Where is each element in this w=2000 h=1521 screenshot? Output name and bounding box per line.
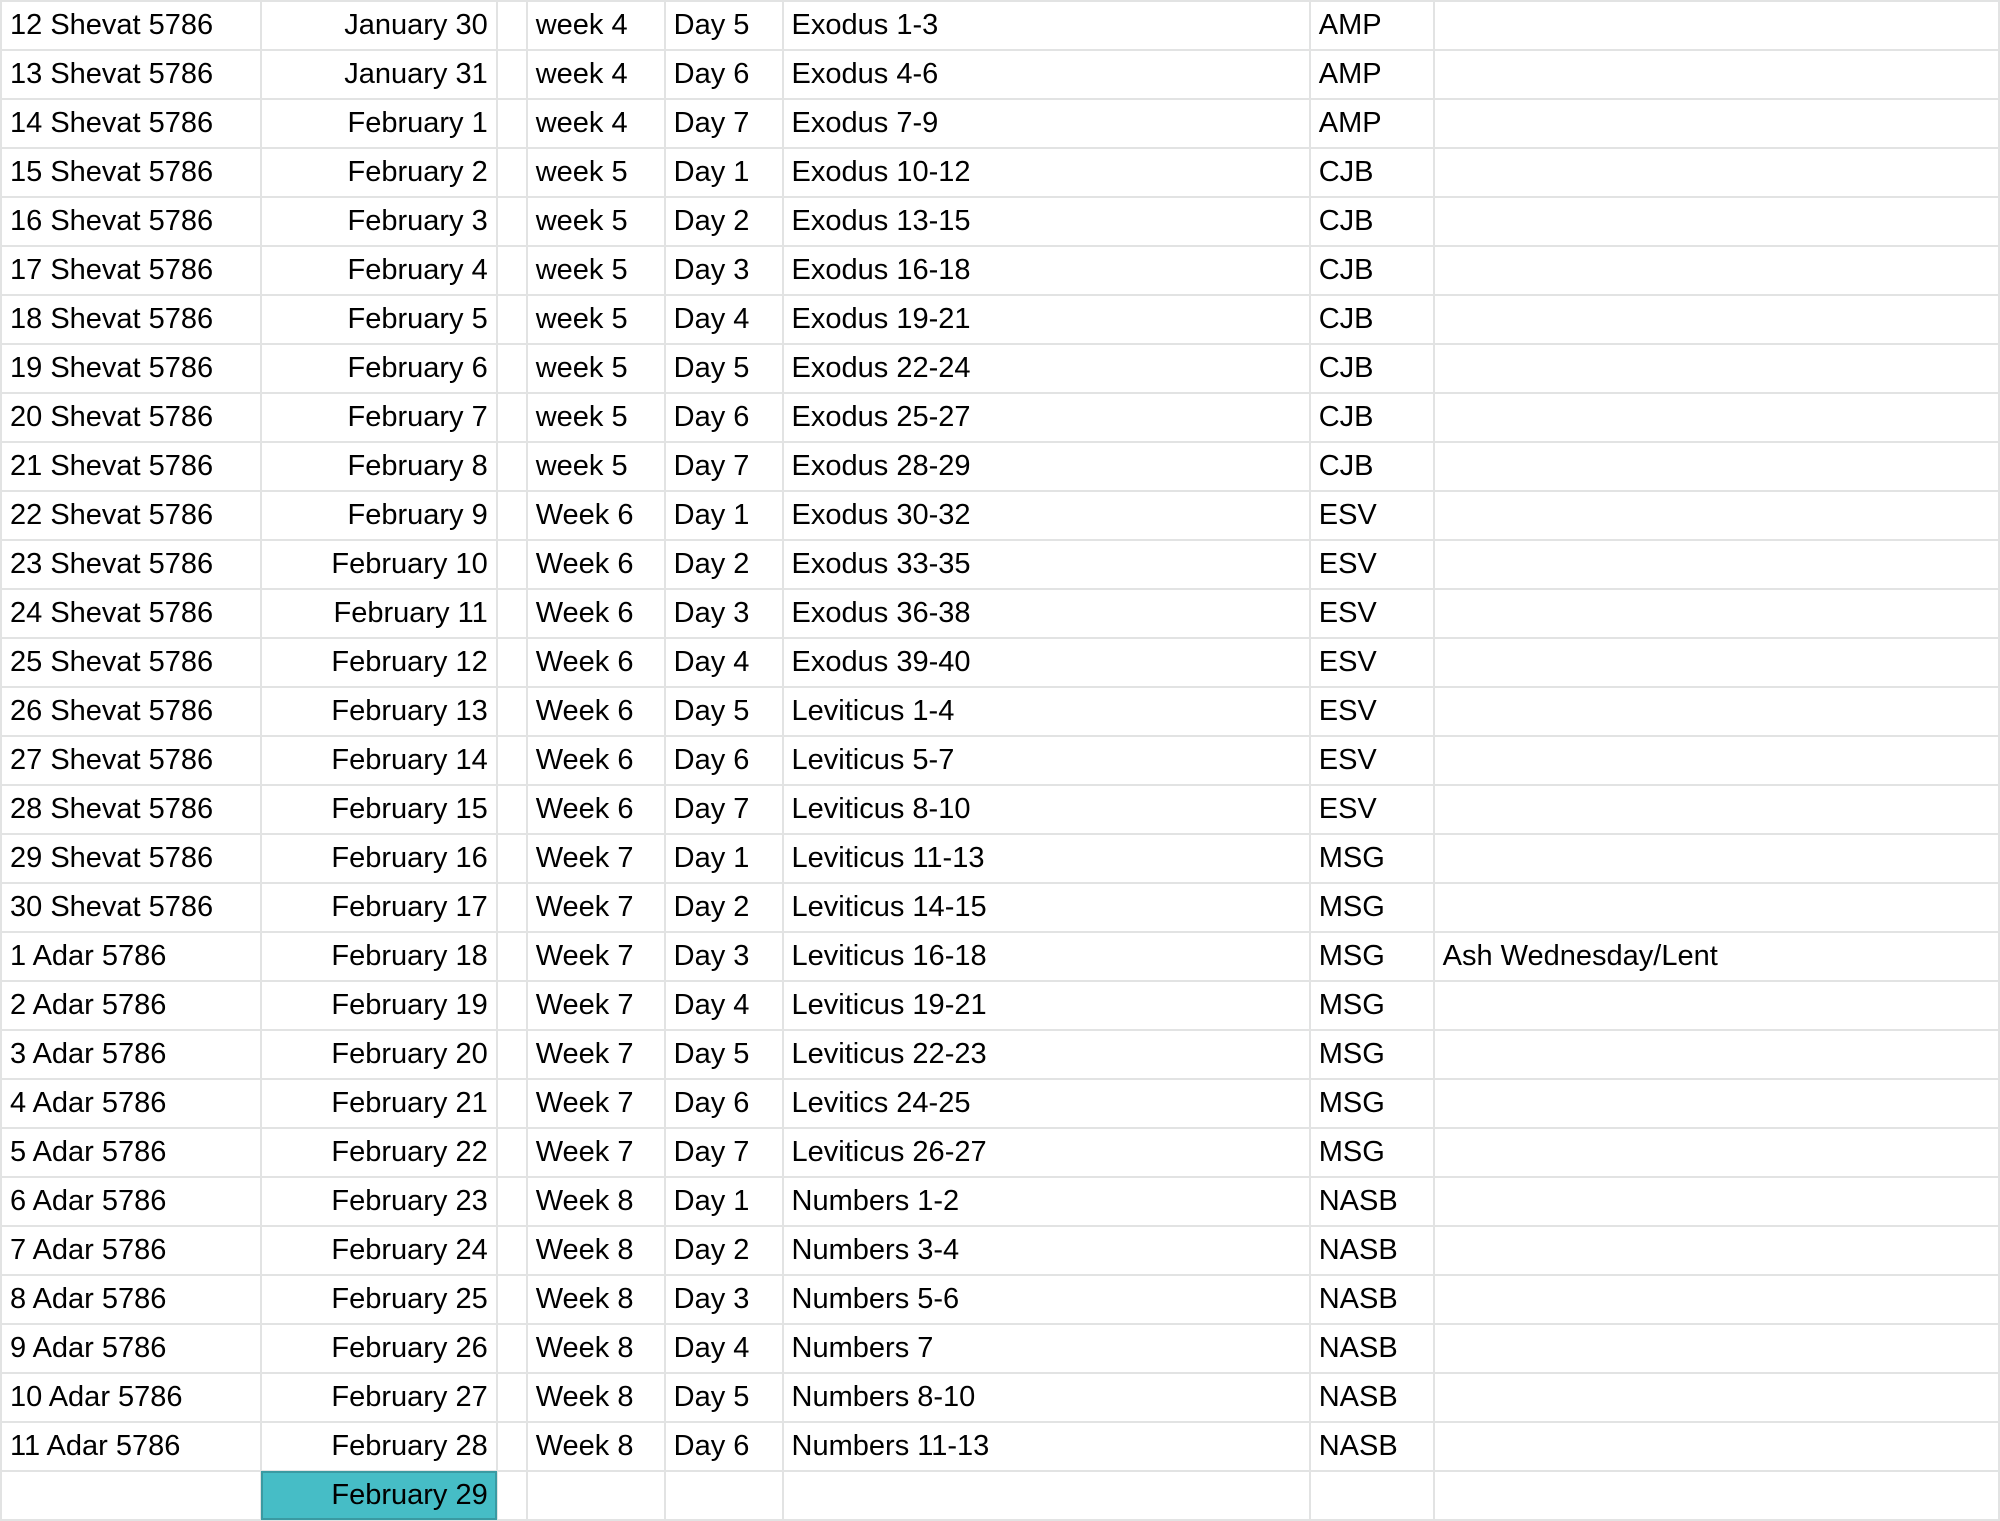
day-cell[interactable]: Day 4 [665,981,783,1030]
note-cell[interactable] [1434,1422,1999,1471]
table-row [1,491,1999,540]
reading-cell[interactable]: Exodus 19-21 [783,295,1310,344]
gregorian-date-cell[interactable]: February 11 [261,589,497,638]
spacer-cell[interactable] [497,687,527,736]
table-row [1,148,1999,197]
hebrew-date-cell[interactable]: 7 Adar 5786 [1,1226,261,1275]
week-cell[interactable]: Week 6 [527,589,665,638]
reading-cell[interactable]: Exodus 28-29 [783,442,1310,491]
week-cell[interactable]: week 5 [527,344,665,393]
note-cell[interactable] [1434,1079,1999,1128]
table-row [1,344,1999,393]
table-row [1,540,1999,589]
spacer-cell[interactable] [497,1128,527,1177]
note-cell[interactable] [1434,638,1999,687]
day-cell[interactable]: Day 6 [665,1422,783,1471]
gregorian-date-cell[interactable]: February 15 [261,785,497,834]
table-row [1,883,1999,932]
gregorian-date-cell[interactable]: February 5 [261,295,497,344]
table-row [1,442,1999,491]
week-cell[interactable]: week 4 [527,50,665,99]
hebrew-date-cell[interactable]: 26 Shevat 5786 [1,687,261,736]
hebrew-date-cell[interactable]: 6 Adar 5786 [1,1177,261,1226]
gregorian-date-cell[interactable]: February 12 [261,638,497,687]
day-cell[interactable]: Day 5 [665,1373,783,1422]
note-cell[interactable] [1434,1373,1999,1422]
day-cell[interactable]: Day 5 [665,1,783,50]
week-cell[interactable]: Week 7 [527,1079,665,1128]
note-cell[interactable] [1434,736,1999,785]
bible-version-cell[interactable]: CJB [1310,442,1434,491]
reading-cell[interactable]: Leviticus 16-18 [783,932,1310,981]
reading-cell[interactable]: Exodus 16-18 [783,246,1310,295]
gregorian-date-cell[interactable]: February 19 [261,981,497,1030]
gregorian-date-cell[interactable]: February 28 [261,1422,497,1471]
gregorian-date-cell[interactable]: January 30 [261,1,497,50]
gregorian-date-cell[interactable]: February 25 [261,1275,497,1324]
spacer-cell[interactable] [497,638,527,687]
day-cell[interactable]: Day 6 [665,50,783,99]
reading-cell[interactable]: Numbers 5-6 [783,1275,1310,1324]
week-cell[interactable]: Week 7 [527,1128,665,1177]
hebrew-date-cell[interactable]: 9 Adar 5786 [1,1324,261,1373]
reading-cell[interactable] [783,1471,1310,1520]
bible-version-cell[interactable]: MSG [1310,1128,1434,1177]
bible-version-cell[interactable]: MSG [1310,834,1434,883]
hebrew-date-cell[interactable]: 24 Shevat 5786 [1,589,261,638]
reading-cell[interactable]: Leviticus 14-15 [783,883,1310,932]
spacer-cell[interactable] [497,99,527,148]
note-cell[interactable] [1434,687,1999,736]
note-cell[interactable] [1434,148,1999,197]
note-cell[interactable] [1434,785,1999,834]
note-cell[interactable] [1434,1128,1999,1177]
week-cell[interactable]: week 4 [527,1,665,50]
note-cell[interactable] [1434,295,1999,344]
week-cell[interactable]: Week 7 [527,883,665,932]
reading-cell[interactable]: Leviticus 11-13 [783,834,1310,883]
table-row [1,1128,1999,1177]
table-row [1,197,1999,246]
reading-cell[interactable]: Leviticus 26-27 [783,1128,1310,1177]
hebrew-date-cell[interactable]: 28 Shevat 5786 [1,785,261,834]
table-row [1,1324,1999,1373]
gregorian-date-cell[interactable]: February 7 [261,393,497,442]
table-row [1,1471,1999,1520]
week-cell[interactable]: Week 6 [527,687,665,736]
reading-cell[interactable]: Exodus 36-38 [783,589,1310,638]
hebrew-date-cell[interactable]: 19 Shevat 5786 [1,344,261,393]
day-cell[interactable]: Day 2 [665,197,783,246]
note-cell[interactable] [1434,981,1999,1030]
week-cell[interactable]: week 5 [527,442,665,491]
table-row [1,638,1999,687]
hebrew-date-cell[interactable]: 25 Shevat 5786 [1,638,261,687]
hebrew-date-cell[interactable]: 23 Shevat 5786 [1,540,261,589]
day-cell[interactable]: Day 2 [665,883,783,932]
reading-cell[interactable]: Numbers 11-13 [783,1422,1310,1471]
spacer-cell[interactable] [497,1177,527,1226]
table-row [1,1275,1999,1324]
week-cell[interactable]: Week 8 [527,1226,665,1275]
note-cell[interactable] [1434,1471,1999,1520]
note-cell[interactable] [1434,1177,1999,1226]
bible-version-cell[interactable]: ESV [1310,540,1434,589]
note-cell[interactable] [1434,883,1999,932]
week-cell[interactable]: week 5 [527,393,665,442]
spacer-cell[interactable] [497,1030,527,1079]
table-row [1,1079,1999,1128]
day-cell[interactable]: Day 3 [665,589,783,638]
day-cell[interactable]: Day 3 [665,932,783,981]
bible-version-cell[interactable]: ESV [1310,736,1434,785]
reading-cell[interactable]: Exodus 10-12 [783,148,1310,197]
spacer-cell[interactable] [497,197,527,246]
table-row [1,1226,1999,1275]
week-cell[interactable]: Week 8 [527,1177,665,1226]
spacer-cell[interactable] [497,148,527,197]
bible-version-cell[interactable]: ESV [1310,589,1434,638]
bible-version-cell[interactable]: NASB [1310,1324,1434,1373]
reading-cell[interactable]: Exodus 1-3 [783,1,1310,50]
day-cell[interactable]: Day 3 [665,1275,783,1324]
reading-cell[interactable]: Exodus 22-24 [783,344,1310,393]
hebrew-date-cell[interactable]: 29 Shevat 5786 [1,834,261,883]
reading-cell[interactable]: Exodus 39-40 [783,638,1310,687]
week-cell[interactable]: week 5 [527,295,665,344]
spacer-cell[interactable] [497,442,527,491]
bible-version-cell[interactable]: ESV [1310,638,1434,687]
gregorian-date-cell[interactable]: February 24 [261,1226,497,1275]
hebrew-date-cell[interactable]: 20 Shevat 5786 [1,393,261,442]
table-body [1,1,1999,1520]
table-row [1,99,1999,148]
reading-cell[interactable]: Leviticus 22-23 [783,1030,1310,1079]
bible-version-cell[interactable]: MSG [1310,1079,1434,1128]
week-cell[interactable]: Week 6 [527,540,665,589]
reading-cell[interactable]: Leviticus 5-7 [783,736,1310,785]
spacer-cell[interactable] [497,344,527,393]
spacer-cell[interactable] [497,540,527,589]
week-cell[interactable]: Week 6 [527,736,665,785]
hebrew-date-cell[interactable]: 10 Adar 5786 [1,1373,261,1422]
day-cell[interactable]: Day 4 [665,295,783,344]
spacer-cell[interactable] [497,1275,527,1324]
reading-cell[interactable]: Exodus 7-9 [783,99,1310,148]
gregorian-date-cell[interactable]: February 1 [261,99,497,148]
spacer-cell[interactable] [497,1422,527,1471]
gregorian-date-cell[interactable]: February 18 [261,932,497,981]
day-cell[interactable]: Day 1 [665,1177,783,1226]
week-cell[interactable]: Week 6 [527,785,665,834]
note-cell[interactable] [1434,197,1999,246]
selected-cell[interactable]: February 29 [261,1471,497,1520]
spacer-cell[interactable] [497,932,527,981]
hebrew-date-cell[interactable]: 27 Shevat 5786 [1,736,261,785]
reading-cell[interactable]: Exodus 33-35 [783,540,1310,589]
hebrew-date-cell[interactable]: 8 Adar 5786 [1,1275,261,1324]
reading-cell[interactable]: Exodus 4-6 [783,50,1310,99]
day-cell[interactable]: Day 1 [665,491,783,540]
day-cell[interactable]: Day 5 [665,1030,783,1079]
hebrew-date-cell[interactable]: 22 Shevat 5786 [1,491,261,540]
bible-version-cell[interactable]: NASB [1310,1226,1434,1275]
table-row [1,50,1999,99]
week-cell[interactable]: Week 6 [527,638,665,687]
note-cell[interactable] [1434,50,1999,99]
reading-cell[interactable]: Leviticus 19-21 [783,981,1310,1030]
table-row [1,1373,1999,1422]
bible-version-cell[interactable]: CJB [1310,344,1434,393]
bible-version-cell[interactable]: ESV [1310,785,1434,834]
bible-version-cell[interactable]: MSG [1310,1030,1434,1079]
week-cell[interactable] [527,1471,665,1520]
hebrew-date-cell[interactable]: 2 Adar 5786 [1,981,261,1030]
bible-version-cell[interactable]: MSG [1310,932,1434,981]
day-cell[interactable]: Day 6 [665,736,783,785]
gregorian-date-cell[interactable]: February 3 [261,197,497,246]
hebrew-date-cell[interactable]: 18 Shevat 5786 [1,295,261,344]
bible-version-cell[interactable]: AMP [1310,99,1434,148]
bible-version-cell[interactable]: CJB [1310,148,1434,197]
gregorian-date-cell[interactable]: February 17 [261,883,497,932]
gregorian-date-cell[interactable]: February 4 [261,246,497,295]
gregorian-date-cell[interactable]: February 23 [261,1177,497,1226]
gregorian-date-cell[interactable]: February 20 [261,1030,497,1079]
bible-version-cell[interactable]: AMP [1310,50,1434,99]
gregorian-date-cell[interactable]: February 16 [261,834,497,883]
spacer-cell[interactable] [497,491,527,540]
spacer-cell[interactable] [497,981,527,1030]
table-row [1,246,1999,295]
week-cell[interactable]: week 5 [527,246,665,295]
spacer-cell[interactable] [497,393,527,442]
bible-version-cell[interactable]: NASB [1310,1422,1434,1471]
bible-version-cell[interactable]: MSG [1310,981,1434,1030]
reading-cell[interactable]: Numbers 3-4 [783,1226,1310,1275]
day-cell[interactable]: Day 7 [665,785,783,834]
table-row [1,981,1999,1030]
hebrew-date-cell[interactable]: 16 Shevat 5786 [1,197,261,246]
table-row [1,589,1999,638]
reading-cell[interactable]: Exodus 25-27 [783,393,1310,442]
table-row [1,295,1999,344]
note-cell[interactable] [1434,1226,1999,1275]
spacer-cell[interactable] [497,1226,527,1275]
table-row [1,834,1999,883]
week-cell[interactable]: week 4 [527,99,665,148]
reading-cell[interactable]: Leviticus 1-4 [783,687,1310,736]
gregorian-date-cell[interactable]: February 9 [261,491,497,540]
reading-cell[interactable]: Leviticus 8-10 [783,785,1310,834]
gregorian-date-cell[interactable]: February 6 [261,344,497,393]
week-cell[interactable]: week 5 [527,148,665,197]
spacer-cell[interactable] [497,589,527,638]
reading-cell[interactable]: Numbers 1-2 [783,1177,1310,1226]
bible-version-cell[interactable]: ESV [1310,687,1434,736]
note-cell[interactable] [1434,491,1999,540]
day-cell[interactable]: Day 7 [665,99,783,148]
note-cell[interactable] [1434,540,1999,589]
note-cell[interactable] [1434,589,1999,638]
day-cell[interactable]: Day 7 [665,442,783,491]
bible-version-cell[interactable]: NASB [1310,1373,1434,1422]
note-cell[interactable] [1434,246,1999,295]
spacer-cell[interactable] [497,736,527,785]
gregorian-date-cell[interactable]: February 8 [261,442,497,491]
gregorian-date-cell[interactable]: February 26 [261,1324,497,1373]
day-cell[interactable]: Day 1 [665,148,783,197]
day-cell[interactable]: Day 3 [665,246,783,295]
week-cell[interactable]: Week 8 [527,1422,665,1471]
gregorian-date-cell[interactable]: February 22 [261,1128,497,1177]
table-row [1,393,1999,442]
hebrew-date-cell[interactable]: 30 Shevat 5786 [1,883,261,932]
day-cell[interactable]: Day 5 [665,687,783,736]
hebrew-date-cell[interactable]: 13 Shevat 5786 [1,50,261,99]
table-row [1,1030,1999,1079]
hebrew-date-cell[interactable]: 12 Shevat 5786 [1,1,261,50]
spacer-cell[interactable] [497,883,527,932]
gregorian-date-cell[interactable]: February 27 [261,1373,497,1422]
reading-cell[interactable]: Numbers 8-10 [783,1373,1310,1422]
spacer-cell[interactable] [497,834,527,883]
hebrew-date-cell[interactable]: 11 Adar 5786 [1,1422,261,1471]
bible-version-cell[interactable]: CJB [1310,393,1434,442]
week-cell[interactable]: Week 7 [527,834,665,883]
note-cell[interactable] [1434,1,1999,50]
gregorian-date-cell[interactable]: February 14 [261,736,497,785]
note-cell[interactable] [1434,834,1999,883]
hebrew-date-cell[interactable]: 17 Shevat 5786 [1,246,261,295]
table-row [1,932,1999,981]
note-cell[interactable] [1434,1275,1999,1324]
bible-version-cell[interactable]: NASB [1310,1177,1434,1226]
note-cell[interactable] [1434,344,1999,393]
week-cell[interactable]: Week 7 [527,1030,665,1079]
note-cell[interactable] [1434,99,1999,148]
bible-version-cell[interactable] [1310,1471,1434,1520]
table-row [1,736,1999,785]
week-cell[interactable]: Week 8 [527,1373,665,1422]
bible-version-cell[interactable]: CJB [1310,197,1434,246]
spacer-cell[interactable] [497,50,527,99]
day-cell[interactable]: Day 4 [665,1324,783,1373]
bible-version-cell[interactable]: CJB [1310,246,1434,295]
hebrew-date-cell[interactable]: 3 Adar 5786 [1,1030,261,1079]
day-cell[interactable]: Day 1 [665,834,783,883]
hebrew-date-cell[interactable]: 4 Adar 5786 [1,1079,261,1128]
note-cell[interactable] [1434,1030,1999,1079]
day-cell[interactable]: Day 5 [665,344,783,393]
spacer-cell[interactable] [497,1373,527,1422]
day-cell[interactable]: Day 6 [665,393,783,442]
hebrew-date-cell[interactable]: 21 Shevat 5786 [1,442,261,491]
week-cell[interactable]: Week 7 [527,932,665,981]
day-cell[interactable]: Day 4 [665,638,783,687]
note-cell[interactable]: Ash Wednesday/Lent [1434,932,1999,981]
day-cell[interactable]: Day 6 [665,1079,783,1128]
week-cell[interactable]: week 5 [527,197,665,246]
table-row [1,1,1999,50]
spacer-cell[interactable] [497,1324,527,1373]
hebrew-date-cell[interactable] [1,1471,261,1520]
reading-cell[interactable]: Numbers 7 [783,1324,1310,1373]
gregorian-date-cell[interactable]: February 21 [261,1079,497,1128]
week-cell[interactable]: Week 7 [527,981,665,1030]
day-cell[interactable]: Day 2 [665,540,783,589]
spacer-cell[interactable] [497,1,527,50]
week-cell[interactable]: Week 8 [527,1275,665,1324]
note-cell[interactable] [1434,393,1999,442]
week-cell[interactable]: Week 8 [527,1324,665,1373]
gregorian-date-cell[interactable]: February 13 [261,687,497,736]
week-cell[interactable]: Week 6 [527,491,665,540]
bible-version-cell[interactable]: CJB [1310,295,1434,344]
gregorian-date-cell[interactable]: January 31 [261,50,497,99]
table-row [1,785,1999,834]
bible-version-cell[interactable]: AMP [1310,1,1434,50]
table-row [1,1422,1999,1471]
day-cell[interactable] [665,1471,783,1520]
spacer-cell[interactable] [497,785,527,834]
spacer-cell[interactable] [497,295,527,344]
hebrew-date-cell[interactable]: 15 Shevat 5786 [1,148,261,197]
reading-cell[interactable]: Exodus 30-32 [783,491,1310,540]
reading-cell[interactable]: Exodus 13-15 [783,197,1310,246]
note-cell[interactable] [1434,442,1999,491]
hebrew-date-cell[interactable]: 14 Shevat 5786 [1,99,261,148]
gregorian-date-cell[interactable]: February 2 [261,148,497,197]
table-row [1,1177,1999,1226]
bible-version-cell[interactable]: MSG [1310,883,1434,932]
hebrew-date-cell[interactable]: 5 Adar 5786 [1,1128,261,1177]
day-cell[interactable]: Day 7 [665,1128,783,1177]
spacer-cell[interactable] [497,246,527,295]
spacer-cell[interactable] [497,1471,527,1520]
bible-version-cell[interactable]: NASB [1310,1275,1434,1324]
hebrew-date-cell[interactable]: 1 Adar 5786 [1,932,261,981]
reading-cell[interactable]: Levitics 24-25 [783,1079,1310,1128]
note-cell[interactable] [1434,1324,1999,1373]
bible-version-cell[interactable]: ESV [1310,491,1434,540]
day-cell[interactable]: Day 2 [665,1226,783,1275]
gregorian-date-cell[interactable]: February 10 [261,540,497,589]
table-row [1,687,1999,736]
spacer-cell[interactable] [497,1079,527,1128]
